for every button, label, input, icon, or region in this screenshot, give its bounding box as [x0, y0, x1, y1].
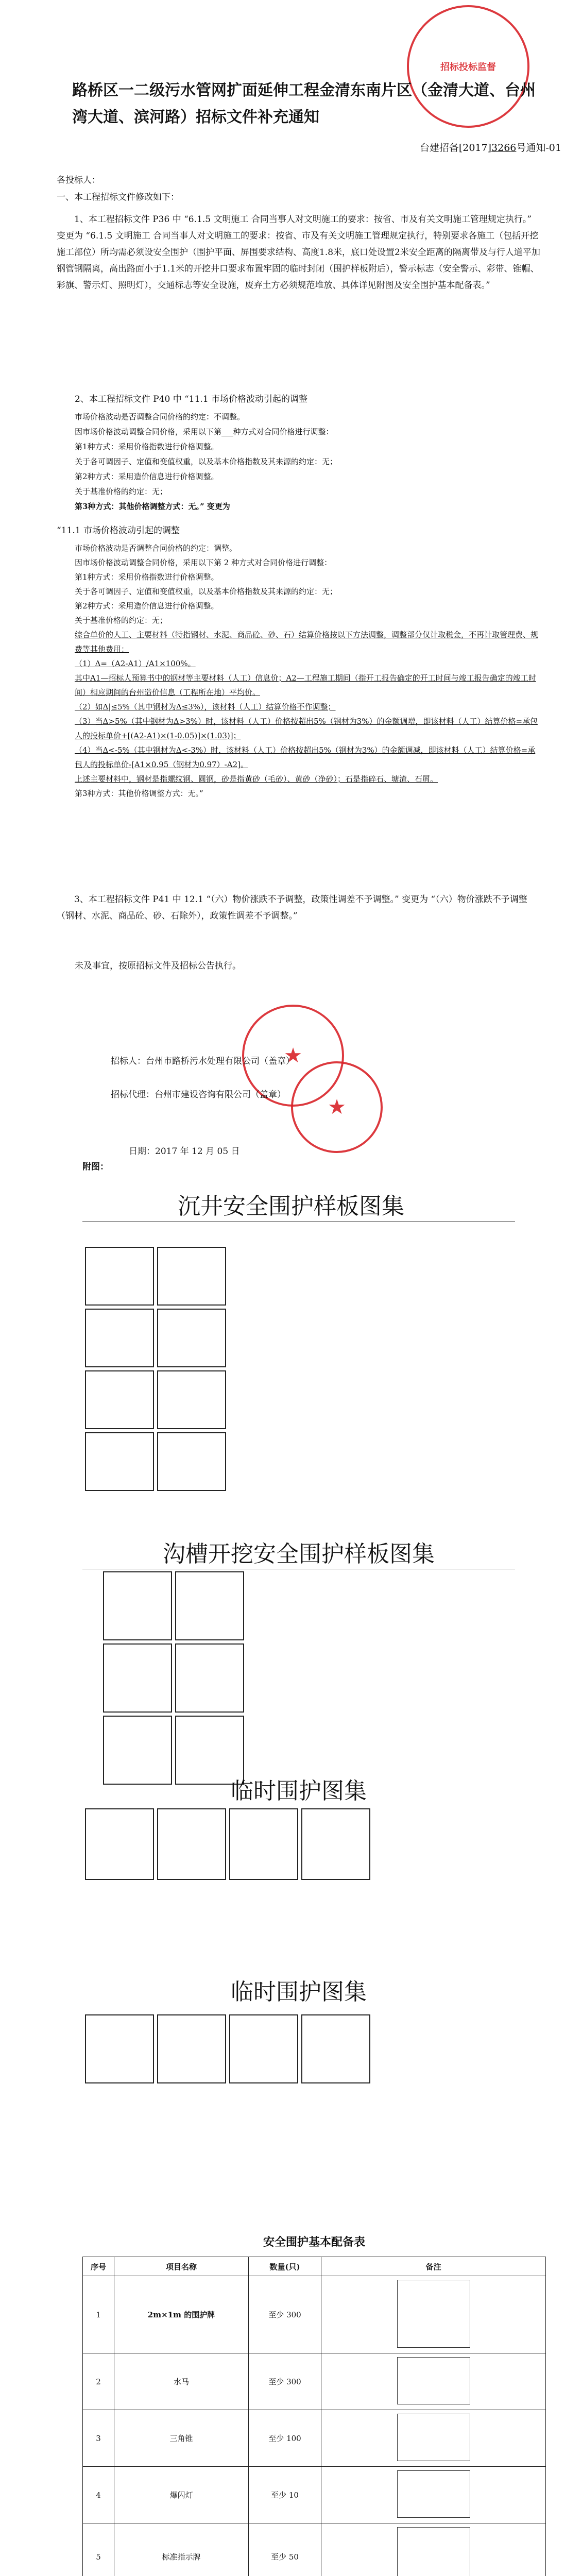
figure-4-image [85, 2014, 154, 2083]
figure-1-image [85, 1309, 154, 1367]
figure-3-title: 临时围护图集 [231, 1778, 367, 1804]
paragraph-2-new-lines: 市场价格波动是否调整合同价格的约定：调整。 因市场价格波动调整合同价格，采用以下第 2 种方式对合同价格进行调整： 第1种方式：采用价格指数进行价格调整。 关于各可调因子、定值和变值权重，以及基本价格指数及其来源的约定：无； 第2种方式：采用造价信息进行价格调整。 关于基准价格的约定：无； 综合单价的人工、主要材料（特指钢材、水泥、商品砼、砂、石）结算价格按以下方法调整，调整部分仅计取税金，不再计取管理费、规费等其他费用： （1）Δ=（A2-A1）/A1×100%。 其中A1—招标人预算书中的钢材等主要材料（人工）信息价；A2—工程施工期间（指开工报告确定的开工时间与竣工报告确定的竣工时间）相应期间的台州造价信息（工程所在地）平均价。 （2）如Δ|≤5%（其中钢材为Δ≤3%），该材料（人工）结算价格不作调整； （3）当Δ>5%（其中钢材为Δ>3%）时，该材料（人工）价格按超出5%（钢材为3%）的金额调增，即该材料（人工）结算价格=承包人的投标单价+[(A2-A1)×(1-0.05)]×(1.03)]； （4）当Δ<-5%（其中钢材为Δ<-3%）时，该材料（人工）价格按超出5%（钢材为3%）的金额调减，即该材料（人工）结算价格=承包人的投标单价-[A1×0.95（钢材为0.97）-A2]。 上述主要材料中，钢材是指螺纹钢、圆钢，砂是指黄砂（毛砂）、黄砂（净砂）；石是指碎石、塘渣、石屑。 第3种方式：其他价格调整方式：无。” [75, 544, 539, 798]
tenderer-label: 招标人：台州市路桥污水处理有限公司（盖章） [111, 1056, 295, 1066]
paragraph-3: 3、本工程招标文件 P41 中 12.1 “（六）物价涨跌不予调整，政策性调差不予调整。” 变更为 “（六）物价涨跌不予调整（钢材、水泥、商品砼、砂、石除外），政策性调差不予调整。” [57, 894, 527, 921]
figure-2-image [103, 1643, 172, 1713]
table-row: 2 水马 至少 300 [83, 2353, 546, 2410]
header-name: 项目名称 [114, 2257, 249, 2276]
item-image [397, 2357, 470, 2404]
figure-1-image [157, 1309, 226, 1367]
item-image [397, 2470, 470, 2518]
figure-1-image [85, 1432, 154, 1491]
figure-4-image [301, 2014, 370, 2083]
figure-3-image [85, 1808, 154, 1880]
agent-label: 招标代理：台州市建设咨询有限公司（盖章） [111, 1090, 286, 1100]
paragraph-2-head: 2、本工程招标文件 P40 中 “11.1 市场价格波动引起的调整 [75, 394, 308, 404]
table-row: 4 爆闪灯 至少 10 [83, 2467, 546, 2523]
figure-2-title: 沟槽开挖安全围护样板图集 [163, 1541, 435, 1567]
figure-1-image [85, 1247, 154, 1306]
figure-1-image [157, 1432, 226, 1491]
header-no: 序号 [83, 2257, 114, 2276]
table-row: 1 2m×1m 的围护牌 至少 300 [83, 2276, 546, 2353]
header-qty: 数量(只) [249, 2257, 321, 2276]
header-note: 备注 [321, 2257, 546, 2276]
approval-stamp-text: 招标投标监督 [440, 62, 496, 73]
intro: 一、本工程招标文件修改如下： [57, 192, 179, 202]
table-header-row [83, 2257, 546, 2276]
agent-seal [291, 1061, 383, 1153]
figure-1-title: 沉井安全围护样板图集 [178, 1193, 404, 1219]
document-number: 台建招备[2017]3266号通知-01 [419, 142, 561, 154]
attachment-label: 附图： [82, 1162, 109, 1172]
star-icon: ★ [328, 1095, 346, 1119]
figure-1-image [85, 1370, 154, 1429]
paragraph-1: 1、本工程招标文件 P36 中 “6.1.5 文明施工 合同当事人对文明施工的要求：按省、市及有关文明施工管理规定执行。” 变更为 “6.1.5 文明施工 合同当事人对文明施工的要求：按省、市及有关文明施工管理规定执行，特别要求各施工（包括开挖施工部位）所均需必须设安全围护（围护平面、屏围要求结构、高度1.8米，底口处设置2米安全距离的隔离带及与行人道平加钢管钢隔离，高出路面小于1.1米的开挖井口要求布置牢固的临时封闭（围护样板附后），警示标志（安全警示、彩带、锥帽、彩旗、警示灯、照明灯），交通标志等安全设施，废弃土方必须规范堆放、具体详见附图及安全围护基本配备表。” [57, 214, 540, 291]
figure-1-divider [82, 1221, 515, 1222]
page-title: 路桥区一二级污水管网扩面延伸工程金清东南片区（金清大道、台州湾大道、滨河路）招标文件补充通知 [72, 81, 536, 126]
star-icon: ★ [284, 1044, 302, 1067]
closing-note: 未及事宜，按原招标文件及招标公告执行。 [75, 961, 241, 971]
table-title: 安全围护基本配备表 [263, 2235, 365, 2249]
figure-4-image [229, 2014, 298, 2083]
figure-3-image [301, 1808, 370, 1880]
salutation: 各投标人： [57, 175, 100, 185]
item-image [397, 2280, 470, 2348]
figure-1-image [157, 1247, 226, 1306]
item-image [397, 2414, 470, 2461]
item-image [397, 2527, 470, 2576]
figure-3-image [157, 1808, 226, 1880]
figure-2-image [103, 1571, 172, 1640]
safety-config-table [82, 2257, 546, 2576]
figure-4-image [157, 2014, 226, 2083]
table-row: 3 三角锥 至少 100 [83, 2410, 546, 2467]
figure-4-title: 临时围护图集 [231, 1979, 367, 2005]
figure-2-image [175, 1643, 244, 1713]
figure-3-image [229, 1808, 298, 1880]
table-row: 5 标准指示牌 至少 50 [83, 2523, 546, 2576]
paragraph-2-old-lines: 市场价格波动是否调整合同价格的约定：不调整。 因市场价格波动调整合同价格，采用以下第___种方式对合同价格进行调整： 第1种方式：采用价格指数进行价格调整。 关于各可调因子、定值和变值权重，以及基本价格指数及其来源的约定：无； 第2种方式：采用造价信息进行价格调整。 关于基准价格的约定：无； 第3种方式：其他价格调整方式：无。” 变更为 [75, 412, 338, 511]
date-label: 日期：2017 年 12 月 05 日 [129, 1146, 240, 1157]
paragraph-2-new-head: “11.1 市场价格波动引起的调整 [57, 526, 180, 536]
figure-1-image [157, 1370, 226, 1429]
figure-2-image [175, 1571, 244, 1640]
